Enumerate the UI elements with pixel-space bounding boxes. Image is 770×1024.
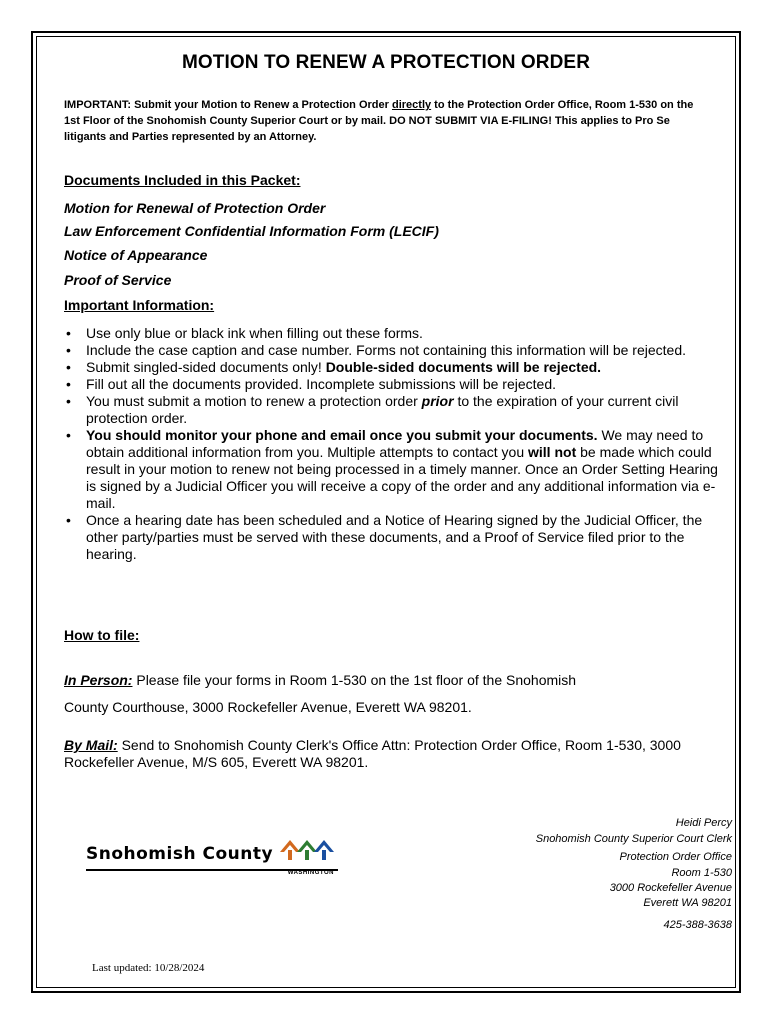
list-item: • You must submit a motion to renew a protection order prior to the expiration of your current civil protection order. — [86, 393, 726, 427]
county-logo — [86, 836, 338, 878]
in-person-line1: In Person: Please file your forms in Room 1-530 on the 1st floor of the Snohomish — [64, 672, 577, 688]
clerk-street: 3000 Rockefeller Avenue — [609, 882, 732, 894]
logo-subtitle: WASHINGTON — [287, 870, 334, 876]
clerk-title: Snohomish County Superior Court Clerk — [535, 833, 732, 845]
document-item: Notice of Appearance — [64, 247, 208, 263]
document-item: Motion for Renewal of Protection Order — [64, 200, 326, 216]
list-item: • Include the case caption and case number. Forms not containing this information will be rejected. — [86, 342, 726, 359]
how-to-file-heading: How to file: — [64, 627, 140, 643]
clerk-phone: 425-388-3638 — [663, 919, 732, 931]
mountain-logo-icon — [279, 836, 337, 862]
last-updated: Last updated: 10/28/2024 — [92, 962, 205, 974]
clerk-office: Protection Order Office — [619, 851, 732, 863]
important-info-list — [64, 325, 726, 563]
list-item: • You should monitor your phone and email once you submit your documents. We may need to obtain additional information from you. Multiple attempts to contact you will not be made which could result in your motion to renew not being processed in a timely manner. Once an Order Setting Hearing is signed by a Judicial Officer you will receive a copy of the order and any additional information via e-mail. — [86, 427, 726, 512]
clerk-name: Heidi Percy — [675, 817, 732, 829]
document-item: Proof of Service — [64, 272, 172, 288]
clerk-room: Room 1-530 — [671, 867, 732, 879]
documents-heading: Documents Included in this Packet: — [64, 172, 301, 188]
important-notice: IMPORTANT: Submit your Motion to Renew a Protection Order directly to the Protection Order Office, Room 1-530 on the 1st Floor of the Snohomish County Superior Court or by mail. DO NOT SUBMIT VIA E-FILING! This applies to Pro Se litigants and Parties represented by an Attorney. — [64, 99, 694, 143]
document-item: Law Enforcement Confidential Information Form (LECIF) — [64, 223, 439, 239]
clerk-city: Everett WA 98201 — [643, 897, 732, 909]
list-item: • Fill out all the documents provided. Incomplete submissions will be rejected. — [86, 376, 726, 393]
list-item: • Submit singled-sided documents only! Double-sided documents will be rejected. — [86, 359, 726, 376]
in-person-line2: County Courthouse, 3000 Rockefeller Avenue, Everett WA 98201. — [64, 699, 472, 715]
list-item: • Once a hearing date has been scheduled and a Notice of Hearing signed by the Judicial Officer, the other party/parties must be served with these documents, and a Proof of Service filed prior to the hearing. — [86, 512, 726, 563]
important-info-heading: Important Information: — [64, 297, 215, 313]
by-mail-paragraph: By Mail: Send to Snohomish County Clerk's Office Attn: Protection Order Office, Room 1-530, 3000 Rockefeller Avenue, M/S 605, Everett WA 98201. — [64, 737, 681, 770]
page-title: MOTION TO RENEW A PROTECTION ORDER — [181, 52, 591, 73]
list-item: • Use only blue or black ink when filling out these forms. — [86, 325, 726, 342]
logo-text: Snohomish County — [86, 844, 274, 864]
